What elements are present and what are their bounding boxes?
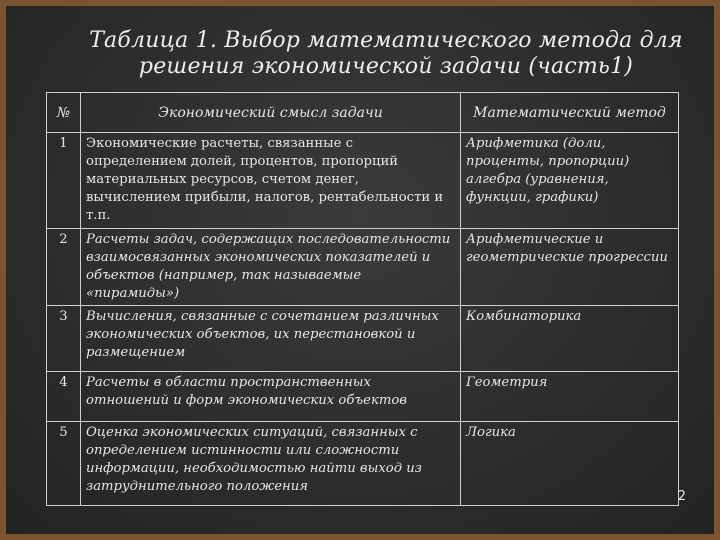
row-method: Арифметические и геометрические прогрессии: [461, 229, 679, 306]
table-row: [47, 133, 679, 229]
row-number: 2: [47, 229, 81, 306]
row-meaning: Расчеты в области пространственных отношений и форм экономических объектов: [81, 372, 461, 422]
header-meaning: Экономический смысл задачи: [81, 93, 461, 133]
row-meaning: Экономические расчеты, связанные с определением долей, процентов, пропорций материальных ресурсов, счетом денег, вычислением прибыли, налогов, рентабельности и т.п.: [81, 133, 461, 229]
table-row: [47, 229, 679, 306]
row-meaning: Вычисления, связанные с сочетанием различных экономических объектов, их перестановкой и размещением: [81, 306, 461, 372]
row-number: 5: [47, 422, 81, 506]
row-method: Арифметика (доли, проценты, пропорции) алгебра (уравнения, функции, графики): [461, 133, 679, 229]
row-method: Геометрия: [461, 372, 679, 422]
row-meaning: Расчеты задач, содержащих последовательности взаимосвязанных экономических показателей и объектов (например, так называемые «пирамиды»): [81, 229, 461, 306]
table-row: [47, 372, 679, 422]
row-method: Комбинаторика: [461, 306, 679, 372]
header-method: Математический метод: [461, 93, 679, 133]
table-row: [47, 306, 679, 372]
row-method: Логика: [461, 422, 679, 506]
method-table: [46, 92, 679, 506]
row-number: 3: [47, 306, 81, 372]
table-row: [47, 422, 679, 506]
row-meaning: Оценка экономических ситуаций, связанных с определением истинности или сложности информации, необходимостью найти выход из затруднительного положения: [81, 422, 461, 506]
row-number: 1: [47, 133, 81, 229]
header-num: №: [47, 93, 81, 133]
page-number: 2: [677, 489, 686, 504]
slide-title: Таблица 1. Выбор математического метода для решения экономической задачи (часть1): [89, 28, 683, 79]
table-header-row: [47, 93, 679, 133]
row-number: 4: [47, 372, 81, 422]
